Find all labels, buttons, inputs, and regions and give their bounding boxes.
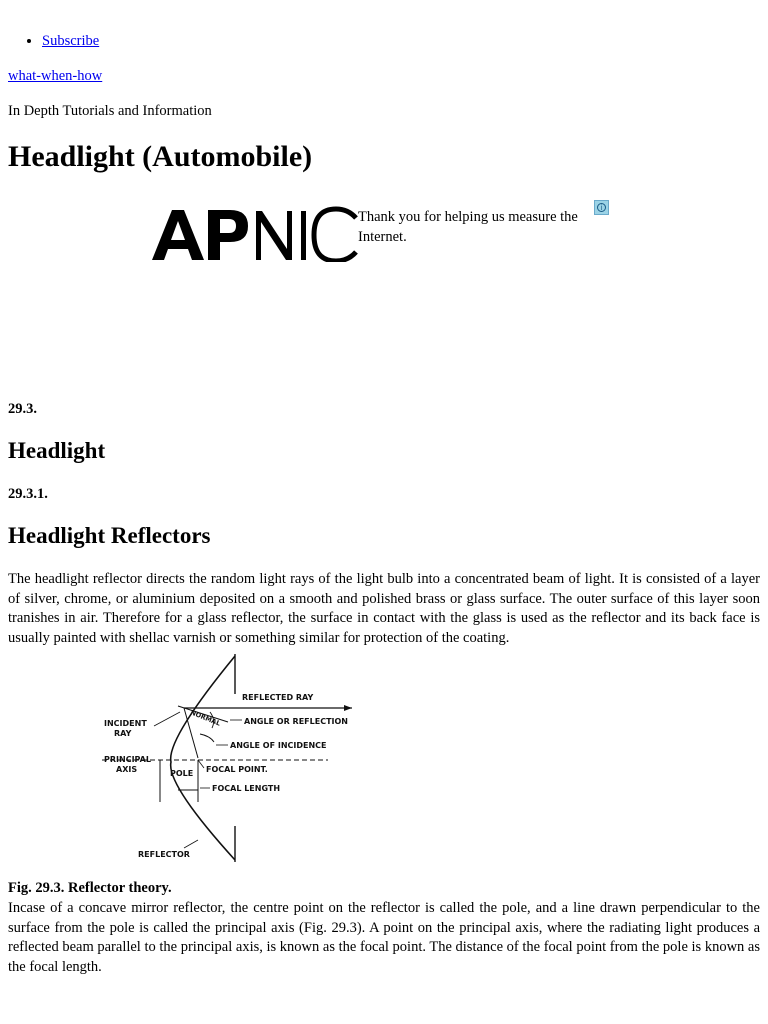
site-tagline: In Depth Tutorials and Information bbox=[8, 103, 212, 119]
label-focal-length: FOCAL LENGTH bbox=[212, 784, 281, 793]
label-reflected-ray: REFLECTED RAY bbox=[242, 693, 314, 702]
label-principal-axis-line2: AXIS bbox=[116, 765, 138, 774]
figure-caption: Fig. 29.3. Reflector theory. bbox=[8, 880, 172, 896]
label-principal-axis-line1: PRINCIPAL bbox=[104, 755, 151, 764]
apnic-logo bbox=[150, 204, 360, 262]
reflector-intro-paragraph: The headlight reflector directs the random light rays of the light bulb into a concentrated beam of light. It is consisted of a layer of silver, chrome, or aluminium deposited on a smooth and polished brass or glass surface. The outer surface of this layer soon tranishes in air. Therefore for a glass reflector, the surface in contact with the glass is used as the reflector and its back face is usually painted with shellac varnish or something similar for protection of the coating. bbox=[8, 571, 760, 646]
label-normal: NORMAL bbox=[189, 708, 222, 728]
subscribe-link[interactable]: Subscribe bbox=[42, 33, 100, 49]
label-incident-ray-line1: INCIDENT bbox=[104, 719, 147, 728]
section-heading: Headlight bbox=[8, 438, 106, 463]
info-icon[interactable]: i bbox=[594, 200, 609, 215]
subsection-heading: Headlight Reflectors bbox=[8, 523, 211, 548]
ad-message: Thank you for helping us measure the Internet. bbox=[358, 209, 578, 245]
label-pole: POLE bbox=[170, 769, 194, 778]
reflector-theory-figure bbox=[98, 650, 360, 872]
page-title: Headlight (Automobile) bbox=[8, 140, 313, 173]
advertisement-banner[interactable] bbox=[150, 198, 612, 268]
menu-item-subscribe bbox=[42, 33, 99, 50]
site-name-link[interactable]: what-when-how bbox=[8, 68, 103, 84]
top-menu bbox=[42, 33, 99, 50]
label-reflector: REFLECTOR bbox=[138, 850, 190, 859]
label-angle-of-incidence: ANGLE OF INCIDENCE bbox=[230, 741, 327, 750]
concave-mirror-paragraph: Incase of a concave mirror reflector, the centre point on the reflector is called the pole, and a line drawn perpendicular to the surface from the pole is called the principal axis (Fig. 29.3). A point on the principal axis, where the radiating light produces a reflected beam parallel to the principal axis, is known as the focal point. The distance of the focal point from the pole is known as the focal length. bbox=[8, 900, 760, 975]
section-number: 29.3. bbox=[8, 401, 37, 417]
label-focal-point: FOCAL POINT. bbox=[206, 765, 268, 774]
subsection-number: 29.3.1. bbox=[8, 486, 48, 502]
label-angle-of-reflection: ANGLE OR REFLECTION bbox=[244, 717, 348, 726]
label-incident-ray-line2: RAY bbox=[114, 729, 132, 738]
